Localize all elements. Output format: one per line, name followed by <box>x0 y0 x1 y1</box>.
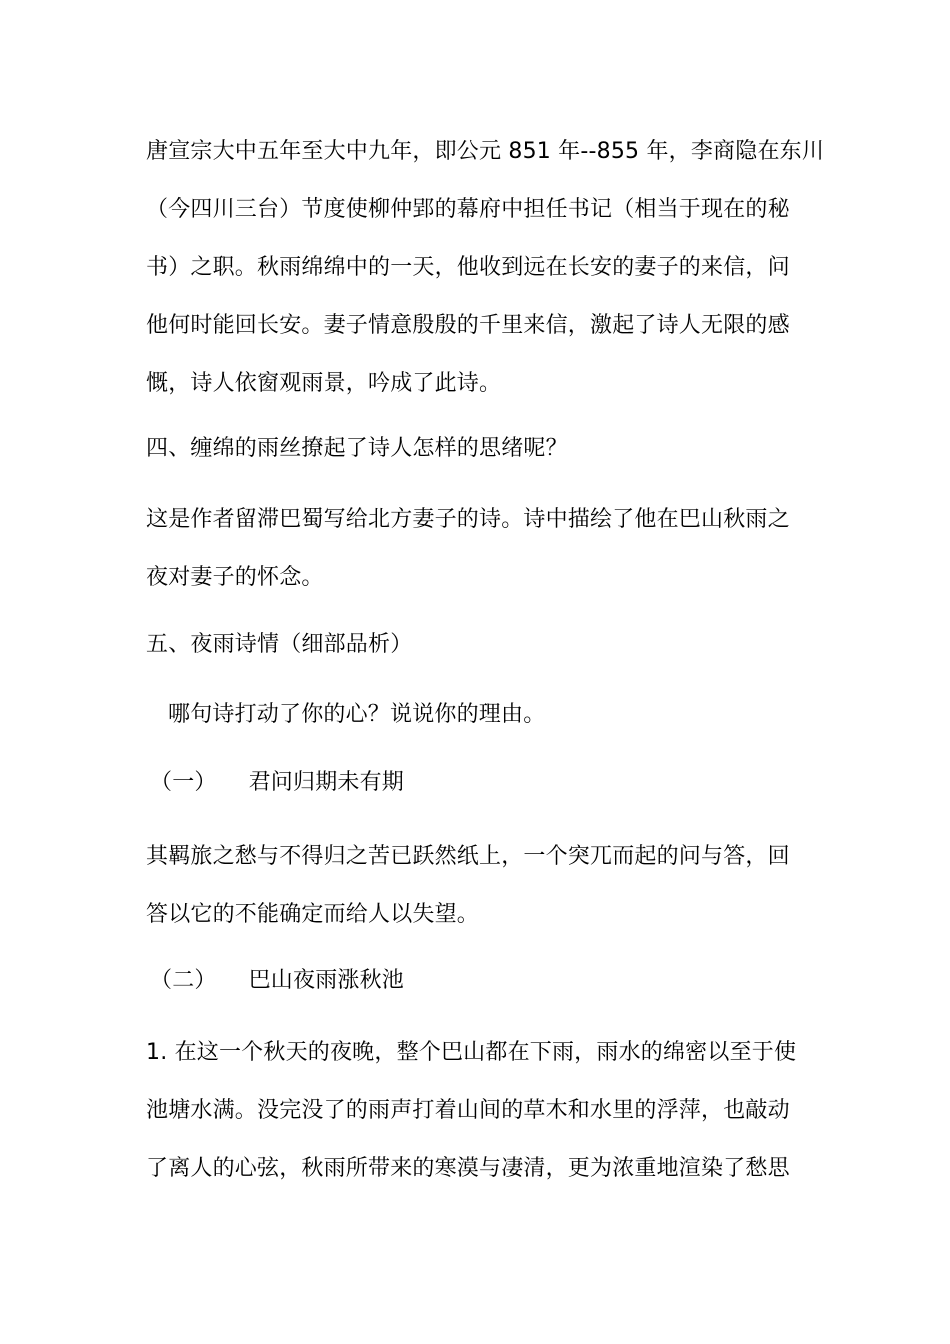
paragraph-line: 1. 在这一个秋天的夜晚，整个巴山都在下雨，雨水的绵密以至于使 <box>146 1040 797 1065</box>
section-heading-five: 五、夜雨诗情（细部品析） <box>146 632 413 657</box>
subsection-heading-two <box>150 966 815 996</box>
paragraph-line: 书）之职。秋雨绵绵中的一天，他收到远在长安的妻子的来信，问 <box>146 255 790 280</box>
subsection-heading-one <box>150 768 815 798</box>
paragraph-line: 这是作者留滞巴蜀写给北方妻子的诗。诗中描绘了他在巴山秋雨之 <box>146 507 790 532</box>
paragraph-line: （今四川三台）节度使柳仲郢的幕府中担任书记（相当于现在的秘 <box>146 197 790 222</box>
question-line: 哪句诗打动了你的心？说说你的理由。 <box>168 702 546 727</box>
paragraph-line: 答以它的不能确定而给人以失望。 <box>146 902 480 927</box>
paragraph-line: 其羁旅之愁与不得归之苦已跃然纸上，一个突兀而起的问与答，回 <box>146 844 790 869</box>
paragraph-line: 夜对妻子的怀念。 <box>146 565 324 590</box>
subsection-marker: （二） <box>150 968 217 993</box>
paragraph-line: 了离人的心弦，秋雨所带来的寒漠与凄清，更为浓重地渲染了愁思 <box>146 1156 790 1181</box>
paragraph-line: 唐宣宗大中五年至大中九年，即公元 851 年--855 年，李商隐在东川 <box>146 139 825 164</box>
paragraph-line: 他何时能回长安。妻子情意殷殷的千里来信，激起了诗人无限的感 <box>146 313 790 338</box>
subsection-marker: （一） <box>150 770 217 795</box>
subsection-title: 巴山夜雨涨秋池 <box>248 968 405 993</box>
subsection-title: 君问归期未有期 <box>248 770 405 795</box>
paragraph-line: 慨，诗人依窗观雨景，吟成了此诗。 <box>146 371 502 396</box>
paragraph-line: 池塘水满。没完没了的雨声打着山间的草木和水里的浮萍，也敲动 <box>146 1098 790 1123</box>
section-heading-four: 四、缠绵的雨丝撩起了诗人怎样的思绪呢？ <box>146 436 568 461</box>
